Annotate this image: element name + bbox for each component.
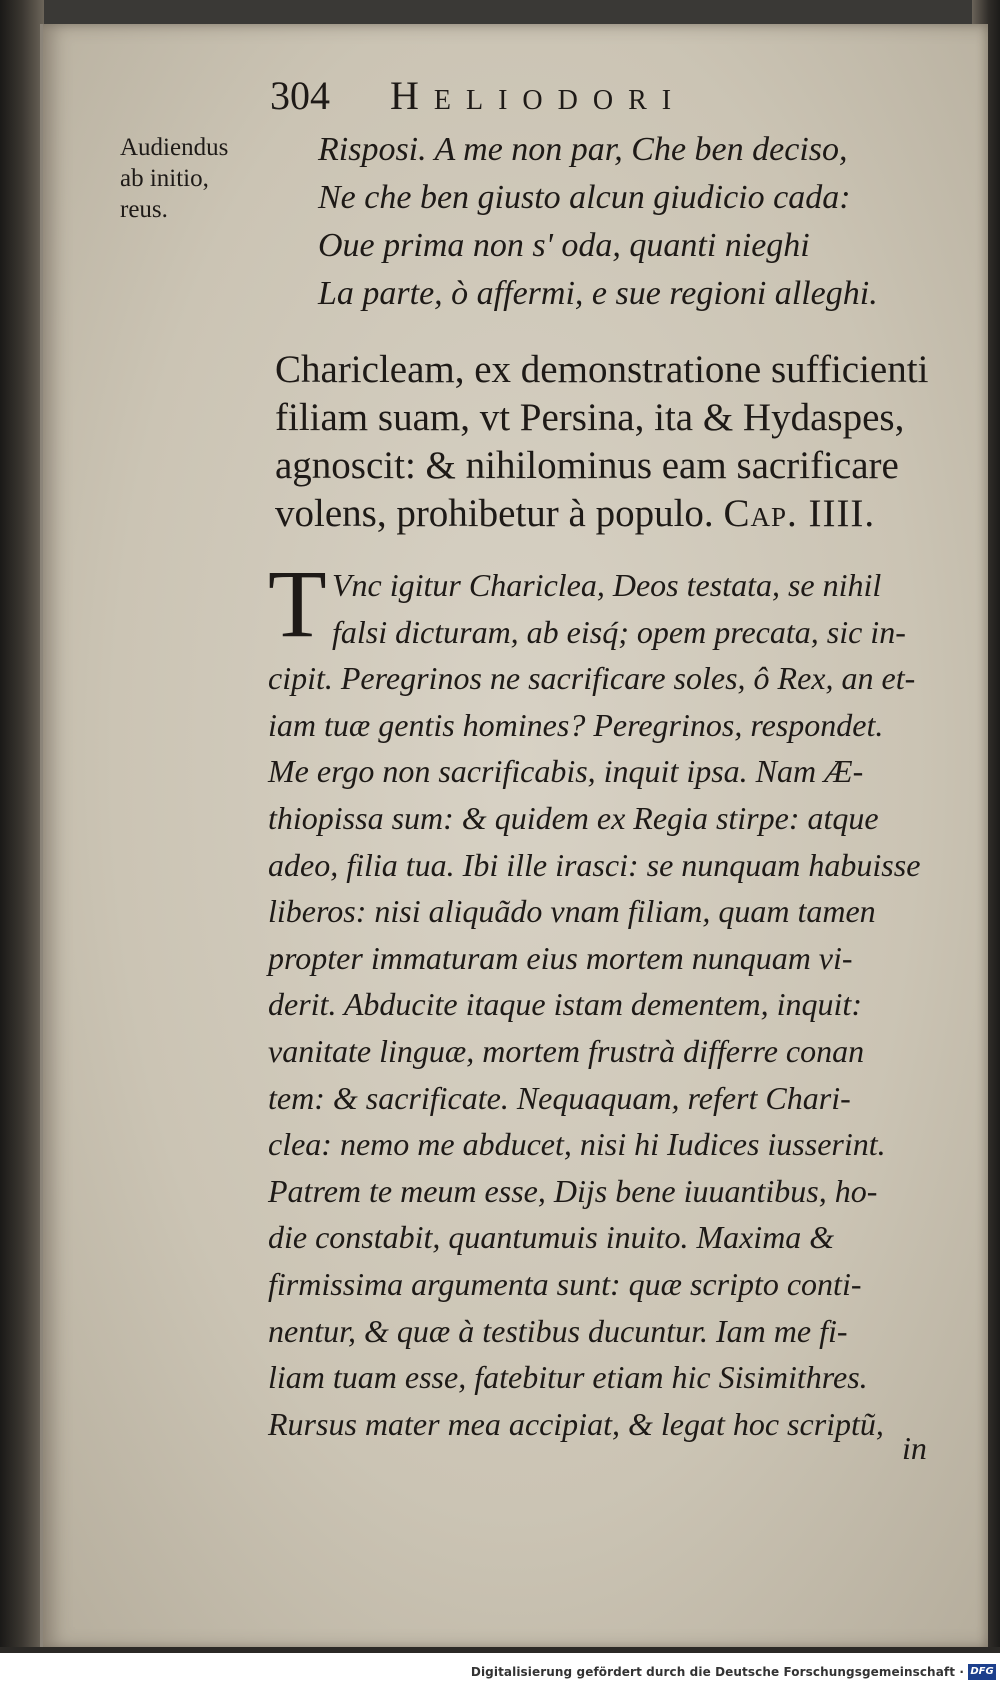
body-line: cipit. Peregrinos ne sacrificare soles, ô Rex, an et- bbox=[268, 660, 916, 697]
body-line: vanitate linguæ, mortem frustrà differre conan bbox=[268, 1032, 865, 1069]
verse-line: Oue prima non s' oda, quanti nieghi bbox=[318, 227, 810, 264]
catchword: in bbox=[902, 1430, 927, 1466]
digitization-footer bbox=[0, 1653, 1000, 1687]
marginal-note bbox=[120, 132, 260, 225]
verse-line: La parte, ò affermi, e sue regioni alleghi. bbox=[318, 275, 878, 312]
drop-cap: T bbox=[268, 550, 327, 657]
body-line: clea: nemo me abducet, nisi hi Iudices iusserint. bbox=[268, 1126, 886, 1163]
body-line: Vnc igitur Chariclea, Deos testata, se nihil bbox=[332, 567, 882, 603]
page-number: 304 bbox=[270, 73, 330, 118]
body-line: nentur, & quæ à testibus ducuntur. Iam me fi- bbox=[268, 1312, 848, 1349]
marginal-note-line: reus. bbox=[120, 196, 168, 223]
body-line: derit. Abducite itaque istam dementem, inquit: bbox=[268, 986, 862, 1023]
chapter-heading-line bbox=[275, 490, 965, 538]
body-line: die constabit, quantumuis inuito. Maxima & bbox=[268, 1219, 835, 1256]
marginal-note-line: Audiendus bbox=[120, 134, 229, 161]
body-line: Me ergo non sacrificabis, inquit ipsa. Nam Æ- bbox=[268, 753, 864, 790]
body-line: propter immaturam eius mortem nunquam vi- bbox=[268, 939, 853, 976]
chapter-heading-line: Charicleam, ex demonstratione sufficienti bbox=[275, 348, 929, 391]
verse-quotation bbox=[318, 126, 958, 318]
verse-line: Risposi. A me non par, Che ben deciso, bbox=[318, 131, 848, 168]
body-line: liberos: nisi aliquãdo vnam filiam, quam tamen bbox=[268, 893, 876, 930]
body-line: Patrem te meum esse, Dijs bene iuuantibus, ho- bbox=[268, 1172, 878, 1209]
body-line: adeo, filia tua. Ibi ille irasci: se nunquam habuisse bbox=[268, 846, 921, 883]
chapter-heading bbox=[275, 346, 965, 538]
chapter-heading-text: volens, prohibetur à populo. bbox=[275, 492, 714, 535]
chapter-label: Cap. IIII. bbox=[723, 492, 876, 535]
verse-line: Ne che ben giusto alcun giudicio cada: bbox=[318, 179, 851, 216]
marginal-note-line: ab initio, bbox=[120, 165, 209, 192]
chapter-heading-line: agnoscit: & nihilominus eam sacrificare bbox=[275, 444, 899, 487]
body-line: iam tuæ gentis homines? Peregrinos, respondet. bbox=[268, 706, 884, 743]
body-line: liam tuam esse, fatebitur etiam hic Sisimithres. bbox=[268, 1359, 868, 1396]
body-line: thiopissa sum: & quidem ex Regia stirpe: atque bbox=[268, 799, 879, 836]
book-spine-edge bbox=[0, 0, 44, 1687]
body-line: tem: & sacrificate. Nequaquam, refert Chari- bbox=[268, 1079, 851, 1116]
body-line: Rursus mater mea accipiat, & legat hoc scriptũ, bbox=[268, 1405, 884, 1442]
funding-credit: Digitalisierung gefördert durch die Deutsche Forschungsgemeinschaft · bbox=[470, 1665, 964, 1679]
dfg-logo-icon: DFG bbox=[968, 1664, 996, 1680]
body-line: falsi dicturam, ab eisq́; opem precata, sic in- bbox=[332, 613, 906, 650]
body-text bbox=[268, 562, 958, 1447]
running-head bbox=[270, 72, 686, 119]
running-title: Heliodori bbox=[390, 73, 687, 118]
chapter-heading-line: filiam suam, vt Persina, ita & Hydaspes, bbox=[275, 396, 905, 439]
body-line: firmissima argumenta sunt: quæ scripto conti- bbox=[268, 1265, 862, 1302]
